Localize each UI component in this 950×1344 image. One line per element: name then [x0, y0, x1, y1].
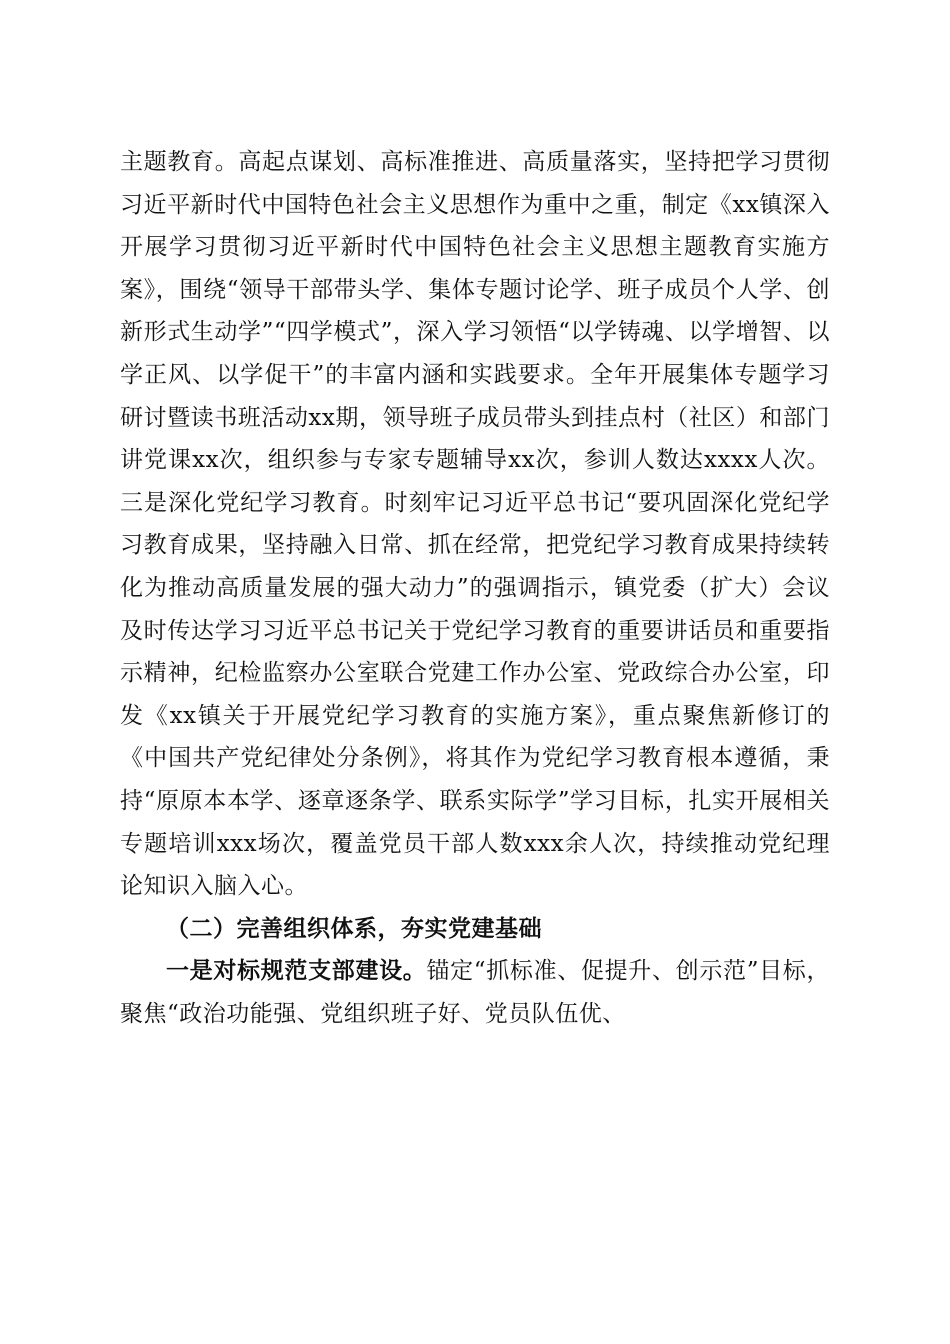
- paragraph-2: [120, 950, 830, 1035]
- paragraph-2-text: 锚定“抓标准、促提升、创示范”目标，聚焦“政治功能强、党组织班子好、党员队伍优、: [120, 958, 830, 1027]
- document-body: [120, 141, 830, 1035]
- paragraph-2-lead: 一是对标规范支部建设。: [166, 957, 427, 985]
- paragraph-1: 主题教育。高起点谋划、高标准推进、高质量落实，坚持把学习贯彻习近平新时代中国特色社会主义思想作为重中之重，制定《xx镇深入开展学习贯彻习近平新时代中国特色社会主义思想主题教育实施方案》，围绕“领导干部带头学、集体专题讨论学、班子成员个人学、创新形式生动学”“四学模式”，深入学习领悟“以学铸魂、以学增智、以学正风、以学促干”的丰富内涵和实践要求。全年开展集体专题学习研讨暨读书班活动xx期，领导班子成员带头到挂点村（社区）和部门讲党课xx次，组织参与专家专题辅导xx次，参训人数达xxxx人次。三是深化党纪学习教育。时刻牢记习近平总书记“要巩固深化党纪学习教育成果，坚持融入日常、抓在经常，把党纪学习教育成果持续转化为推动高质量发展的强大动力”的强调指示，镇党委（扩大）会议及时传达学习习近平总书记关于党纪学习教育的重要讲话员和重要指示精神，纪检监察办公室联合党建工作办公室、党政综合办公室，印发《xx镇关于开展党纪学习教育的实施方案》，重点聚焦新修订的《中国共产党纪律处分条例》，将其作为党纪学习教育根本遵循，秉持“原原本本学、逐章逐条学、联系实际学”学习目标，扎实开展相关专题培训xxx场次，覆盖党员干部人数xxx余人次，持续推动党纪理论知识入脑入心。: [120, 149, 830, 900]
- section-heading: （二）完善组织体系，夯实党建基础: [166, 914, 542, 942]
